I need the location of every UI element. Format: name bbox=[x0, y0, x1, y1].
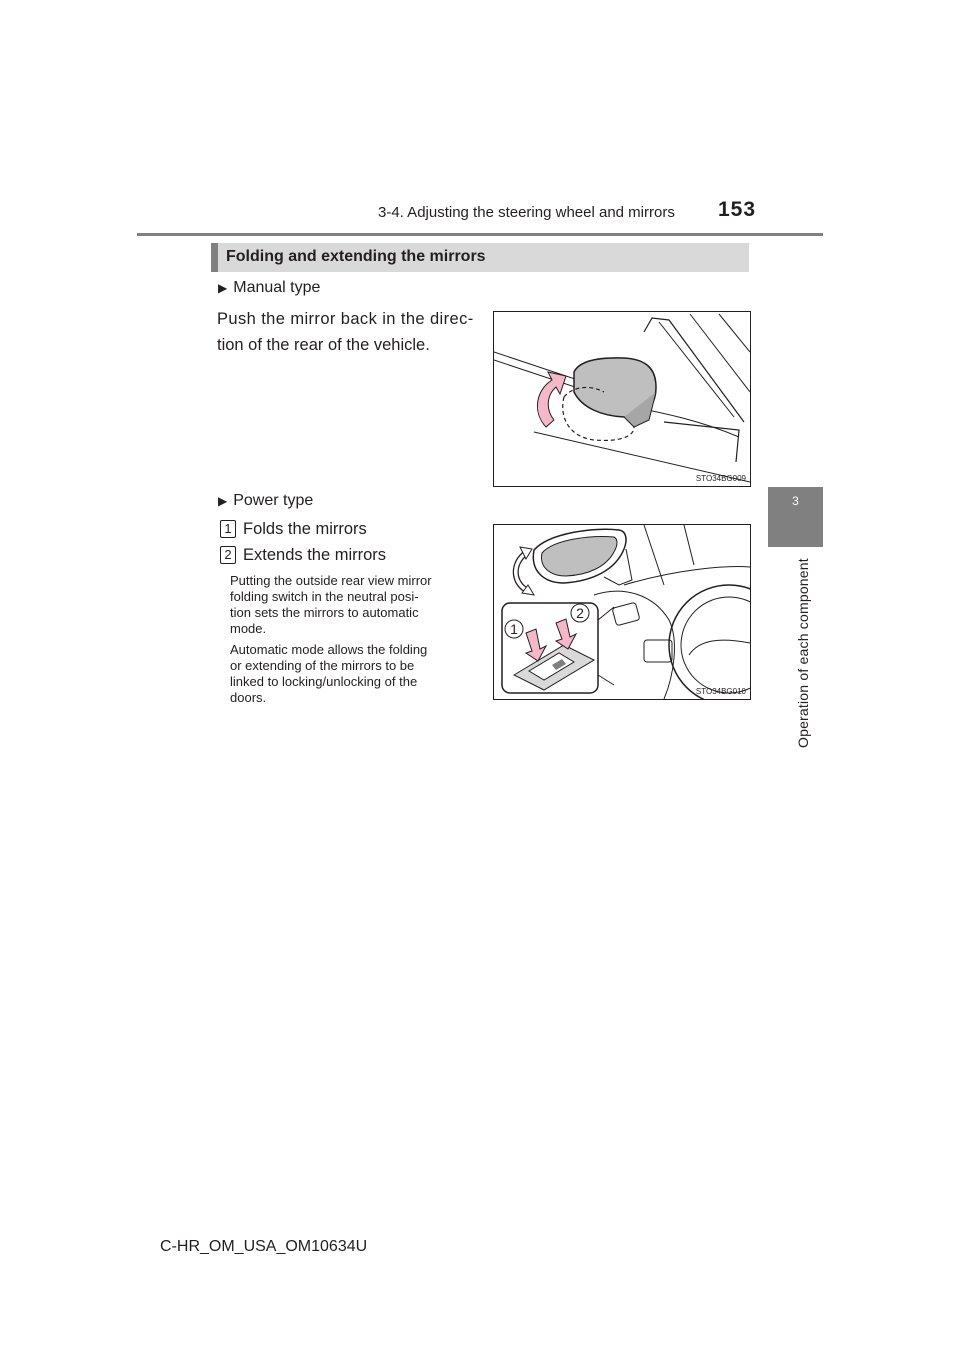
callout-1: 1 bbox=[510, 621, 518, 637]
power-mirror-figure bbox=[493, 524, 751, 700]
note-line: linked to locking/unlocking of the bbox=[230, 674, 418, 689]
mirror-switch-illustration bbox=[494, 525, 750, 699]
step-label-2: Extends the mirrors bbox=[243, 546, 387, 564]
figure-code: STO34BG009 bbox=[695, 474, 746, 483]
manual-type-label: Manual type bbox=[233, 279, 321, 296]
section-title: Folding and extending the mirrors bbox=[226, 248, 486, 265]
note-line: or extending of the mirrors to be bbox=[230, 658, 415, 673]
header-rule bbox=[137, 233, 823, 236]
header-title: 3-4. Adjusting the steering wheel and mirrors bbox=[378, 204, 675, 221]
manual-mirror-figure bbox=[493, 311, 751, 487]
note-line: tion sets the mirrors to automatic bbox=[230, 605, 419, 620]
mirror-fold-illustration bbox=[494, 312, 750, 486]
figure-code: STO34BG010 bbox=[695, 687, 746, 696]
note-line: folding switch in the neutral posi- bbox=[230, 589, 419, 604]
chapter-number: 3 bbox=[792, 494, 799, 508]
manual-text-line: tion of the rear of the vehicle. bbox=[217, 336, 430, 354]
manual-type-heading bbox=[218, 279, 320, 297]
manual-text-line: Push the mirror back in the direc- bbox=[217, 310, 474, 328]
note-line: Putting the outside rear view mirror bbox=[230, 573, 432, 588]
power-note-2 bbox=[230, 642, 484, 706]
manual-type-text bbox=[217, 306, 474, 358]
power-note-1 bbox=[230, 573, 484, 637]
step-number-1: 1 bbox=[220, 520, 236, 538]
footer-code: C-HR_OM_USA_OM10634U bbox=[160, 1238, 368, 1255]
note-line: Automatic mode allows the folding bbox=[230, 642, 428, 657]
section-bar-accent bbox=[211, 243, 218, 272]
callout-2: 2 bbox=[576, 605, 584, 621]
note-line: mode. bbox=[230, 621, 267, 636]
note-line: doors. bbox=[230, 690, 267, 705]
page-number: 153 bbox=[718, 198, 757, 221]
power-type-heading bbox=[218, 492, 313, 510]
triangle-bullet-icon: ▶ bbox=[218, 494, 228, 508]
power-type-label: Power type bbox=[233, 492, 314, 509]
chapter-label: Operation of each component bbox=[795, 558, 811, 748]
step-label-1: Folds the mirrors bbox=[243, 520, 367, 538]
triangle-bullet-icon: ▶ bbox=[218, 281, 228, 295]
step-number-2: 2 bbox=[220, 546, 236, 564]
